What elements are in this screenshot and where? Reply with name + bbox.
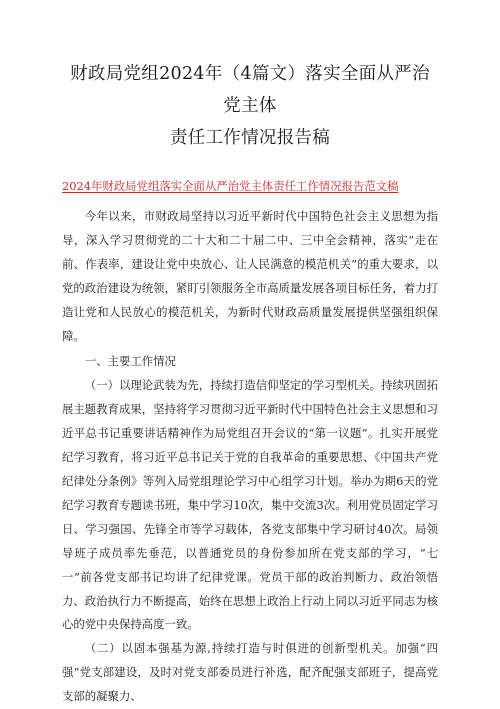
title-line-1: 财政局党组2024年（4篇文）落实全面从严治党主体	[70, 64, 430, 116]
section-heading: 一、主要工作情况	[84, 354, 176, 369]
body-paragraph-2: （二）以固本强基为源,持续打造与时俱进的创新型机关。加强“四强”党支部建设，及时对党支部委员进行补选，配齐配强支部班子，提高党支部的凝聚力、	[62, 641, 438, 704]
subtitle-link[interactable]: 2024年财政局党组落实全面从严治党主体责任工作情况报告范文稿	[62, 179, 399, 193]
title-line-2: 责任工作情况报告稿	[169, 128, 331, 148]
body-paragraph-1: （一）以理论武装为先，持续打造信仰坚定的学习型机关。持续巩固拓展主题教育成果，坚持将学习贯彻习近平新时代中国特色社会主义思想和习近平总书记重要讲话精神作为局党组召开会议的“第一议题”。扎实开展党纪学习教育，将习近平总书记关于党的自我革命的重要思想、《中国共产党纪律处分条例》等列入局党组理论学习中心组学习计划。举办为期6天的党纪学习教育专题读书班，集中学习10次，集中交流3次。利用党员固定学习日、学习强国、先锋全市等学习载体，各党支部集中学习研讨40次。局领导班子成员率先垂范，以普通党员的身份参加所在党支部的学习，“七一”前各党支部书记均讲了纪律党课。党员干部的政治判断力、政治领悟力、政治执行力不断提高，始终在思想上政治上行动上同以习近平同志为核心的党中央保持高度一致。	[62, 378, 438, 632]
intro-paragraph: 今年以来，市财政局坚持以习近平新时代中国特色社会主义思想为指导，深入学习贯彻党的二十大和二十届二中、三中全会精神，落实“走在前、作表率，建设让党中央放心、让人民满意的模范机关”的重大要求，以党的政治建设为统领，紧盯引领服务全市高质量发展各项目标任务，着力打造让党和人民放心的模范机关，为新时代财政高质量发展提供坚强组织保障。	[62, 209, 438, 343]
document-title	[62, 58, 438, 154]
